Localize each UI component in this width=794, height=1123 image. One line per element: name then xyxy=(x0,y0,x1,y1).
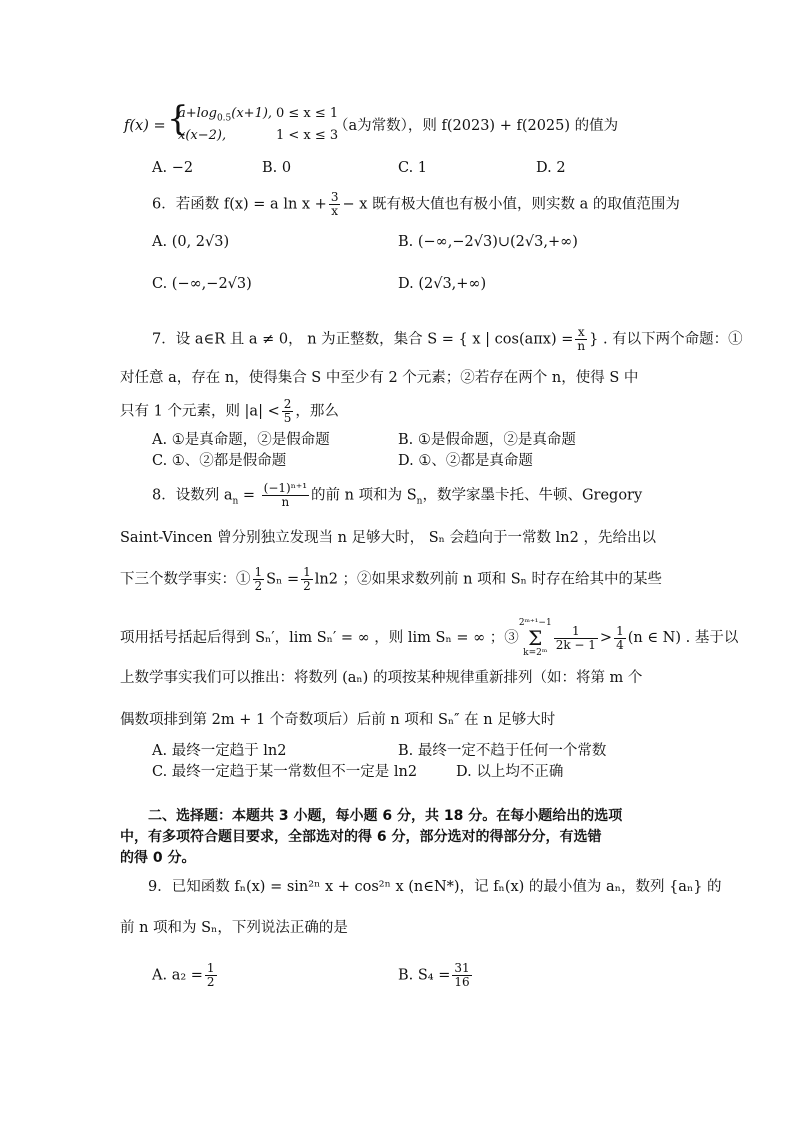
q5-option-d: D. 2 xyxy=(536,160,566,176)
q5-case2: x(x−2), xyxy=(178,128,227,143)
q8-line-3: 下三个数学事实：① $\frac{1}{2}$ Sₙ = $\frac{1}{2}$ ln2 ；②如果求数列前 n 项和 Sₙ 时存在给其中的某些 xyxy=(120,565,663,593)
q8-option-c: C. 最终一定趋于某一常数但不一定是 ln2 xyxy=(152,764,418,780)
q8-line-6: 偶数项排到第 2m + 1 个奇数项后）后前 n 项和 Sₙ″ 在 n 足够大时 xyxy=(120,712,556,728)
q7-option-c: C. ①、②都是假命题 xyxy=(152,453,287,469)
q8-line-4: 项用括号括起后得到 Sₙ′，lim Sₙ′ = ∞ ，则 lim Sₙ = ∞ ；③2ᵐ⁺¹−1 Σ k=2ᵐ $\frac{1}{2k - 1}$ > $\frac{1}{4}$ (n ∈ N) . 基于以 xyxy=(120,618,739,658)
q7-line-3: 只有 1 个元素，则 |a| < $\frac{2}{5}$ ，那么 xyxy=(120,397,339,425)
summation-symbol: 2ᵐ⁺¹−1 Σ k=2ᵐ xyxy=(518,618,552,658)
q6-option-a: A. (0, 2√3) xyxy=(152,234,230,250)
q8-line-1: 8．设数列 $a_n$ = $\frac{\text{(−1)ⁿ⁺¹}}{n}$ 的前 n 项和为 $S_n$，数学家墨卡托、牛顿、Gregory xyxy=(152,481,643,509)
q5-option-c: C. 1 xyxy=(398,160,428,176)
q8-option-d: D. 以上均不正确 xyxy=(456,764,564,780)
section-2-heading-line-3: 的得 0 分。 xyxy=(120,850,196,866)
q5-lhs: f(x) = xyxy=(124,118,166,134)
q9-option-a: A. a₂ = $\frac{1}{2}$ xyxy=(152,961,215,989)
q5-tail: （a为常数），则 f(2023) + f(2025) 的值为 xyxy=(334,118,619,134)
q5-brace: { xyxy=(167,99,189,139)
q6-option-b: B. (−∞,−2√3)∪(2√3,+∞) xyxy=(398,234,578,250)
q8-line-5: 上数学事实我们可以推出：将数列 (aₙ) 的项按某种规律重新排列（如：将第 m 个 xyxy=(120,670,643,686)
section-2-heading-line-2: 中，有多项符合题目要求，全部选对的得 6 分，部分选对的得部分分，有选错 xyxy=(120,829,602,845)
q7-option-a: A. ①是真命题，②是假命题 xyxy=(152,432,330,448)
q7-line-1: 7．设 a∈R 且 a ≠ 0， n 为正整数，集合 S = { x | cos(aπx) = $\frac{x}{n}$ } . 有以下两个命题：① xyxy=(152,325,743,353)
q6-option-d: D. (2√3,+∞) xyxy=(398,276,487,292)
q9-line-1: 9．已知函数 fₙ(x) = sin²ⁿ x + cos²ⁿ x (n∈N*)，记 fₙ(x) 的最小值为 aₙ，数列 {aₙ} 的 xyxy=(148,879,722,895)
q7-line-2: 对任意 a，存在 n，使得集合 S 中至少有 2 个元素；②若存在两个 n，使得 S 中 xyxy=(120,370,639,386)
q7-option-d: D. ①、②都是真命题 xyxy=(398,453,533,469)
q6-stem: 6．若函数 f(x) = a ln x + $\frac{3}{x}$ − x 既有极大值也有极小值，则实数 a 的取值范围为 xyxy=(152,190,680,218)
q9-line-2: 前 n 项和为 Sₙ，下列说法正确的是 xyxy=(120,920,348,936)
q7-option-b: B. ①是假命题，②是真命题 xyxy=(398,432,576,448)
section-2-heading-line-1: 二、选择题：本题共 3 小题，每小题 6 分，共 18 分。在每小题给出的选项 xyxy=(148,808,623,824)
q5-option-a: A. −2 xyxy=(152,160,194,176)
q5-case1: $a+\log_{0.5}(x+1)$, xyxy=(178,106,273,124)
q8-option-b: B. 最终一定不趋于任何一个常数 xyxy=(398,743,607,759)
q9-option-b: B. S₄ = $\frac{31}{16}$ xyxy=(398,961,470,989)
q5-case2-cond: 1 < x ≤ 3 xyxy=(276,128,339,143)
q5-case1-cond: 0 ≤ x ≤ 1 xyxy=(276,106,339,121)
q5-option-b: B. 0 xyxy=(262,160,292,176)
q6-option-c: C. (−∞,−2√3) xyxy=(152,276,252,292)
q8-line-2: Saint-Vincen 曾分别独立发现当 n 足够大时， Sₙ 会趋向于一常数 ln2 ，先给出以 xyxy=(120,530,656,546)
q8-option-a: A. 最终一定趋于 ln2 xyxy=(152,743,287,759)
